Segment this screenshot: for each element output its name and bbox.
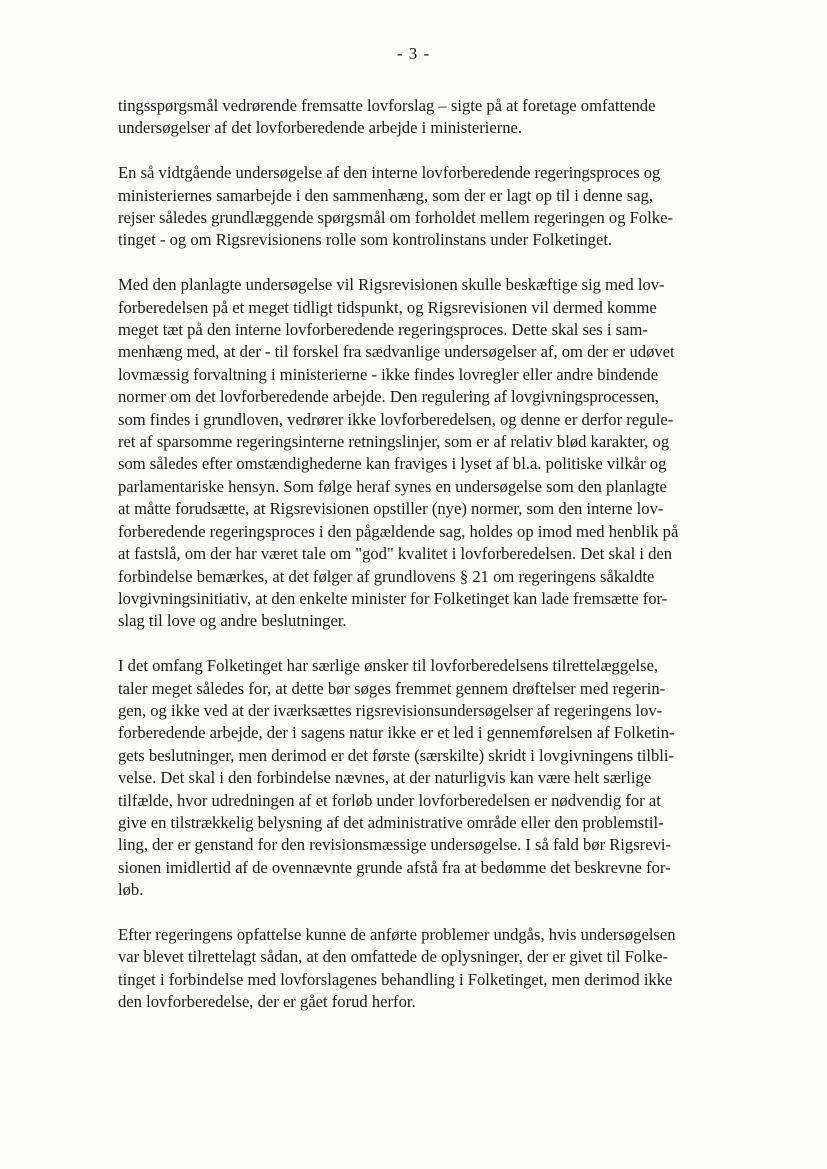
text-line: I det omfang Folketinget har særlige ønsker til lovforberedelsens tilrettelæggelse, — [118, 656, 659, 676]
text-line: gets beslutninger, men derimod er det første (særskilte) skridt i lovgivningens tilbli- — [118, 745, 675, 765]
text-line: den lovforberedelse, der er gået forud herfor. — [118, 992, 416, 1012]
text-line: ret af sparsomme regeringsinterne retningslinjer, som er af relativ blød karakter, og — [118, 432, 670, 452]
text-line: forberedelsen på et meget tidligt tidspunkt, og Rigsrevisionen vil dermed komme — [118, 297, 657, 317]
text-line: slag til love og andre beslutninger. — [118, 611, 347, 631]
text-line: Efter regeringens opfattelse kunne de anførte problemer undgås, hvis undersøgelsen — [118, 924, 676, 944]
text-line: tingsspørgsmål vedrørende fremsatte lovforslag – sigte på at foretage omfattende — [118, 96, 656, 115]
text-line: tinget - og om Rigsrevisionens rolle som kontrolinstans under Folketinget. — [118, 230, 613, 250]
paragraph — [118, 655, 734, 901]
text-line: som således efter omstændighederne kan fraviges i lyset af bl.a. politiske vilkår og — [118, 454, 667, 474]
text-line: ministeriernes samarbejde i den sammenhæng, som der er lagt op til i denne sag, — [118, 185, 654, 205]
text-line: velse. Det skal i den forbindelse nævnes, at der naturligvis kan være helt særlige — [118, 768, 652, 788]
paragraph — [118, 95, 734, 140]
text-line: ling, der er genstand for den revisionsmæssige undersøgelse. I så fald bør Rigsrevi- — [118, 835, 671, 855]
text-line: lovgivningsinitiativ, at den enkelte minister for Folketinget kan lade fremsætte for- — [118, 588, 668, 608]
text-line: give en tilstrækkelig belysning af det administrative område eller den problemstil- — [118, 812, 664, 832]
page-number: - 3 - — [396, 44, 431, 63]
text-line: rejser således grundlæggende spørgsmål om forholdet mellem regeringen og Folke- — [118, 208, 673, 228]
text-line: undersøgelser af det lovforberedende arbejde i ministerierne. — [118, 118, 523, 138]
text-line: tilfælde, hvor udredningen af et forløb under lovforberedelsen er nødvendig for at — [118, 790, 661, 810]
text-line: normer om det lovforberedende arbejde. Den regulering af lovgivningsprocessen, — [118, 387, 659, 407]
text-line: forberedende arbejde, der i sagens natur ikke er et led i gennemførelsen af Folketin- — [118, 723, 675, 743]
text-line: løb. — [118, 880, 144, 900]
text-line: var blevet tilrettelagt sådan, at den omfattede de oplysninger, der er givet til Folke- — [118, 947, 668, 967]
paragraph — [118, 924, 734, 1014]
text-line: at fastslå, om der har været tale om "god" kvalitet i lovforberedelsen. Det skal i den — [118, 544, 673, 564]
text-line: Med den planlagte undersøgelse vil Rigsrevisionen skulle beskæftige sig med lov- — [118, 275, 665, 295]
text-line: lovmæssig forvaltning i ministerierne - ikke findes lovregler eller andre bindende — [118, 364, 659, 384]
text-line: sionen imidlertid af de ovennævnte grunde afstå fra at bedømme det beskrevne for- — [118, 857, 671, 877]
paragraph — [118, 162, 734, 252]
text-line: meget tæt på den interne lovforberedende regeringsproces. Dette skal ses i sam- — [118, 320, 648, 340]
text-line: at måtte forudsætte, at Rigsrevisionen opstiller (nye) normer, som den interne lov- — [118, 499, 664, 519]
text-line: gen, og ikke ved at der iværksættes rigsrevisionsundersøgelser af regeringens lov- — [118, 700, 663, 720]
text-line: En så vidtgående undersøgelse af den interne lovforberedende regeringsproces og — [118, 163, 661, 183]
document-body — [118, 95, 734, 1036]
text-line: parlamentariske hensyn. Som følge heraf synes en undersøgelse som den planlagte — [118, 476, 667, 496]
paragraph — [118, 274, 734, 633]
text-line: menhæng med, at der - til forskel fra sædvanlige undersøgelser af, om der er udøvet — [118, 342, 675, 362]
text-line: forbindelse bemærkes, at det følger af grundlovens § 21 om regeringens såkaldte — [118, 566, 655, 586]
text-line: som findes i grundloven, vedrører ikke lovforberedelsen, og denne er derfor regule- — [118, 409, 674, 429]
text-line: tinget i forbindelse med lovforslagenes behandling i Folketinget, men derimod ikke — [118, 969, 673, 989]
text-line: forberedende regeringsproces i den pågældende sag, holdes op imod med henblik på — [118, 521, 679, 541]
text-line: taler meget således for, at dette bør søges fremmet gennem drøftelser med regerin- — [118, 678, 666, 698]
